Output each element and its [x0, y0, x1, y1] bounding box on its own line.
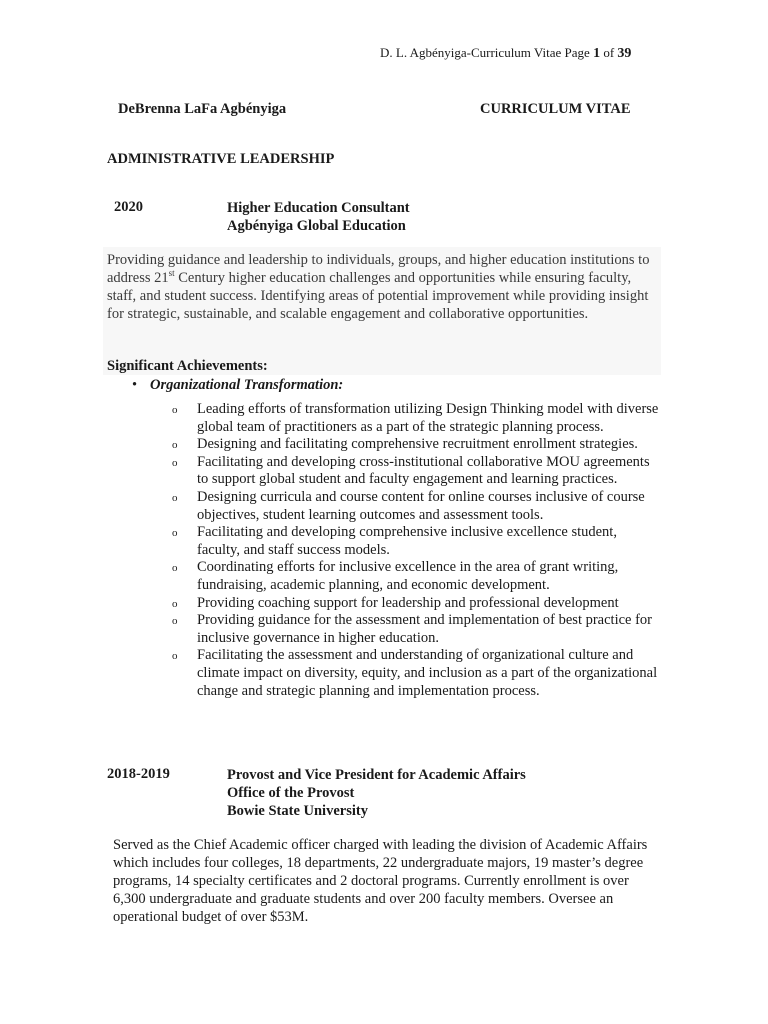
circle-bullet-icon: o [172, 615, 178, 628]
list-item [172, 401, 662, 436]
position-title: Higher Education Consultant [227, 200, 410, 216]
summary-text-b: Century higher education challenges and opportunities while ensuring faculty, staff, and student success. Identifying areas of potential improvement while providing insight for strategic, sustainable, and scalable engagement and collaborative opportunities. [107, 270, 649, 322]
document-title: CURRICULUM VITAE [480, 101, 631, 117]
position-office: Office of the Provost [227, 785, 355, 801]
list-item-text: Designing curricula and course content for online courses inclusive of course objectives, student learning outcomes and assessment tools. [197, 488, 645, 523]
circle-bullet-icon: o [172, 404, 178, 416]
main-bullet-text: Organizational Transformation: [150, 377, 344, 393]
circle-bullet-icon: o [172, 527, 178, 540]
list-item-text: Coordinating efforts for inclusive excellence in the area of grant writing, fundraising, academic planning, and economic development. [197, 559, 619, 593]
circle-bullet-icon: o [172, 597, 178, 610]
header-of: of [600, 45, 618, 60]
position-title-block [227, 199, 410, 235]
header-prefix: D. L. Agbényiga-Curriculum Vitae Page [380, 45, 594, 60]
circle-bullet-icon: o [172, 491, 178, 504]
bullet-dot-icon: • [132, 377, 138, 393]
provost-summary-paragraph: Served as the Chief Academic officer charged with leading the division of Academic Affairs which includes four colleges, 18 departments, 22 undergraduate majors, 19 master’s degree programs, 14 specialty certificates and 2 doctoral programs. Currently enrollment is over 6,300 undergraduate and graduate students and over 200 faculty members. Oversee an operational budget of over $53M. [113, 837, 648, 925]
list-item-text: Facilitating the assessment and understanding of organizational culture and climate impact on diversity, equity, and inclusion as a part of the organizational change and strategic planning and implementation process. [197, 647, 658, 699]
list-item [172, 612, 662, 647]
list-item-text: Providing guidance for the assessment and implementation of best practice for inclusive governance in higher education. [197, 612, 653, 646]
list-item [172, 524, 662, 559]
achievement-list [172, 401, 662, 700]
circle-bullet-icon: o [172, 562, 178, 575]
header-page-total: 39 [617, 46, 632, 61]
position-year: 2018-2019 [107, 766, 170, 782]
position-title: Provost and Vice President for Academic Affairs [227, 767, 526, 783]
list-item [172, 647, 662, 700]
summary-paragraph [107, 251, 659, 323]
position-year: 2020 [114, 199, 143, 215]
list-item-text: Facilitating and developing cross-institutional collaborative MOU agreements to support global student and faculty engagement and learning practices. [197, 453, 650, 488]
list-item-text: Designing and facilitating comprehensive recruitment enrollment strategies. [197, 436, 638, 453]
circle-bullet-icon: o [172, 650, 178, 663]
list-item-text: Providing coaching support for leadership and professional development [197, 594, 619, 611]
position-title-block [227, 766, 526, 820]
achievements-heading: Significant Achievements: [107, 358, 268, 374]
page-header [380, 45, 631, 62]
list-item [172, 595, 662, 613]
author-name: DeBrenna LaFa Agbényiga [118, 101, 287, 117]
list-item [172, 559, 662, 594]
list-item-text: Facilitating and developing comprehensive inclusive excellence student, faculty, and staff success models. [197, 524, 617, 558]
position-org: Agbényiga Global Education [227, 218, 406, 234]
header-page-current: 1 [593, 46, 601, 61]
main-bullet-item [132, 377, 343, 394]
position-org: Bowie State University [227, 803, 368, 819]
section-title: ADMINISTRATIVE LEADERSHIP [107, 151, 335, 167]
list-item [172, 489, 662, 524]
list-item-text: Leading efforts of transformation utilizing Design Thinking model with diverse global team of practitioners as a part of the strategic planning process. [197, 401, 659, 435]
circle-bullet-icon: o [172, 439, 178, 452]
list-item [172, 436, 662, 454]
list-item [172, 454, 662, 489]
summary-text-a: Providing guidance and leadership to individuals, groups, and higher education institutions to address 21 [107, 252, 650, 286]
summary-superscript: st [168, 268, 175, 279]
circle-bullet-icon: o [172, 456, 178, 469]
